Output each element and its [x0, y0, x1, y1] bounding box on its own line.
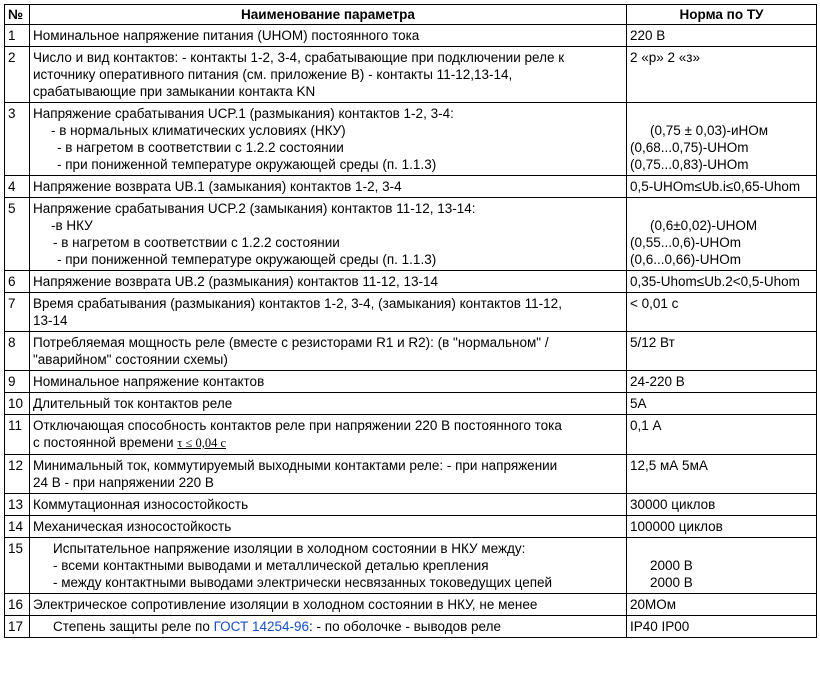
row-param	[30, 293, 627, 332]
param-text: : - по оболочке - выводов реле	[309, 619, 501, 634]
row-num: 13	[5, 494, 30, 516]
row-norm	[627, 103, 817, 176]
table-row	[5, 371, 817, 393]
table-row	[5, 538, 817, 594]
row-param: Механическая износостойкость	[30, 516, 627, 538]
norm-line: 2000 В	[650, 558, 693, 573]
header-num: №	[5, 5, 30, 25]
row-norm: 0,1 А	[627, 415, 817, 455]
row-norm	[627, 538, 817, 594]
row-num: 3	[5, 103, 30, 176]
table-row	[5, 494, 817, 516]
param-line: - при пониженной температуре окружающей среды (п. 1.1.3)	[57, 157, 437, 172]
row-norm: 220 В	[627, 25, 817, 47]
norm-line: (0,75 ± 0,03)-иНОм	[650, 123, 769, 138]
param-line: 24 В - при напряжении 220 В	[33, 475, 214, 490]
norm-line: (0,68...0,75)-UHOm	[630, 140, 749, 155]
row-num: 10	[5, 393, 30, 415]
param-text: Степень защиты реле по	[53, 619, 214, 634]
row-num: 15	[5, 538, 30, 594]
row-param	[30, 47, 627, 103]
param-line: источнику оперативного питания (см. приложение В) - контакты 11-12,13-14,	[33, 67, 513, 82]
row-norm	[627, 198, 817, 271]
row-param: Электрическое сопротивление изоляции в холодном состоянии в НКУ, не менее	[30, 594, 627, 616]
row-param: Номинальное напряжение питания (UНОМ) постоянного тока	[30, 25, 627, 47]
table-row	[5, 455, 817, 494]
header-param: Наименование параметра	[30, 5, 627, 25]
param-line: Напряжение срабатывания UCP.2 (замыкания) контактов 11-12, 13-14:	[33, 201, 476, 216]
row-num: 6	[5, 271, 30, 293]
param-line: Испытательное напряжение изоляции в холодном состоянии в НКУ между:	[53, 541, 526, 556]
row-param	[30, 198, 627, 271]
param-line: 13-14	[33, 313, 68, 328]
row-param: Длительный ток контактов реле	[30, 393, 627, 415]
row-norm: 0,5-UHOm≤Ub.i≤0,65-Uhom	[627, 176, 817, 198]
table-row	[5, 103, 817, 176]
param-line: - между контактными выводами электрически несвязанных токоведущих цепей	[53, 575, 553, 590]
row-norm: 30000 циклов	[627, 494, 817, 516]
row-num: 9	[5, 371, 30, 393]
param-line: -в НКУ	[51, 218, 93, 233]
row-norm: 2 «р» 2 «з»	[627, 47, 817, 103]
param-line: Отключающая способность контактов реле при напряжении 220 В постоянного тока	[33, 418, 562, 433]
param-line: Время срабатывания (размыкания) контактов 1-2, 3-4, (замыкания) контактов 11-12,	[33, 296, 562, 311]
row-norm: 5А	[627, 393, 817, 415]
row-param	[30, 616, 627, 638]
table-row	[5, 415, 817, 455]
table-row	[5, 176, 817, 198]
row-num: 11	[5, 415, 30, 455]
param-line: - при пониженной температуре окружающей среды (п. 1.1.3)	[57, 252, 437, 267]
row-norm: 5/12 Вт	[627, 332, 817, 371]
table-row	[5, 393, 817, 415]
param-line: - в нагретом в соответствии с 1.2.2 состоянии	[53, 235, 340, 250]
row-num: 14	[5, 516, 30, 538]
header-norm: Норма по ТУ	[627, 5, 817, 25]
param-line: Потребляемая мощность реле (вместе с резисторами R1 и R2): (в "нормальном" /	[33, 335, 549, 350]
norm-line: (0,55...0,6)-UHOm	[630, 235, 742, 250]
param-line	[33, 434, 623, 452]
table-row	[5, 25, 817, 47]
row-norm: < 0,01 с	[627, 293, 817, 332]
table-row	[5, 293, 817, 332]
row-norm: 12,5 мА 5мА	[627, 455, 817, 494]
row-num: 2	[5, 47, 30, 103]
norm-line: (0,75...0,83)-UHOm	[630, 157, 749, 172]
table-row	[5, 271, 817, 293]
row-norm: 100000 циклов	[627, 516, 817, 538]
row-param	[30, 103, 627, 176]
row-param	[30, 415, 627, 455]
row-param: Номинальное напряжение контактов	[30, 371, 627, 393]
table-row	[5, 594, 817, 616]
row-num: 5	[5, 198, 30, 271]
param-line: "аварийном" состоянии схемы)	[33, 352, 228, 367]
param-line: - в нагретом в соответствии с 1.2.2 состоянии	[57, 140, 344, 155]
param-line: Минимальный ток, коммутируемый выходными контактами реле: - при напряжении	[33, 458, 558, 473]
param-line	[33, 618, 623, 635]
param-line: Напряжение срабатывания UCP.1 (размыкания) контактов 1-2, 3-4:	[33, 106, 454, 121]
param-line: Число и вид контактов: - контакты 1-2, 3-4, срабатывающие при подключении реле к	[33, 50, 565, 65]
param-line: срабатывающие при замыкании контакта KN	[33, 84, 316, 99]
row-num: 1	[5, 25, 30, 47]
row-num: 7	[5, 293, 30, 332]
row-num: 12	[5, 455, 30, 494]
param-line: - в нормальных климатических условиях (НКУ)	[51, 123, 346, 138]
row-norm: IP40 IP00	[627, 616, 817, 638]
row-param: Напряжение возврата UB.2 (размыкания) контактов 11-12, 13-14	[30, 271, 627, 293]
row-param	[30, 332, 627, 371]
row-param: Коммутационная износостойкость	[30, 494, 627, 516]
row-num: 17	[5, 616, 30, 638]
row-num: 4	[5, 176, 30, 198]
row-norm: 24-220 В	[627, 371, 817, 393]
specification-table	[4, 4, 817, 638]
row-param: Напряжение возврата UB.1 (замыкания) контактов 1-2, 3-4	[30, 176, 627, 198]
row-num: 16	[5, 594, 30, 616]
row-norm: 20МОм	[627, 594, 817, 616]
table-header-row	[5, 5, 817, 25]
table-row	[5, 47, 817, 103]
row-param	[30, 455, 627, 494]
table-row	[5, 616, 817, 638]
row-param	[30, 538, 627, 594]
gost-link[interactable]: ГОСТ 14254-96	[213, 619, 310, 634]
norm-line: 2000 В	[650, 575, 693, 590]
table-row	[5, 198, 817, 271]
table-row	[5, 332, 817, 371]
row-norm: 0,35-Uhom≤Ub.2<0,5-Uhom	[627, 271, 817, 293]
table-row	[5, 516, 817, 538]
param-text: с постоянной времени	[33, 435, 178, 450]
norm-line: (0,6±0,02)-UHOM	[650, 218, 758, 233]
row-num: 8	[5, 332, 30, 371]
norm-line: (0,6...0,66)-UHOm	[630, 252, 742, 267]
time-constant-formula: τ ≤ 0,04 с	[177, 436, 227, 450]
param-line: - всеми контактными выводами и металлической деталью крепления	[53, 558, 489, 573]
